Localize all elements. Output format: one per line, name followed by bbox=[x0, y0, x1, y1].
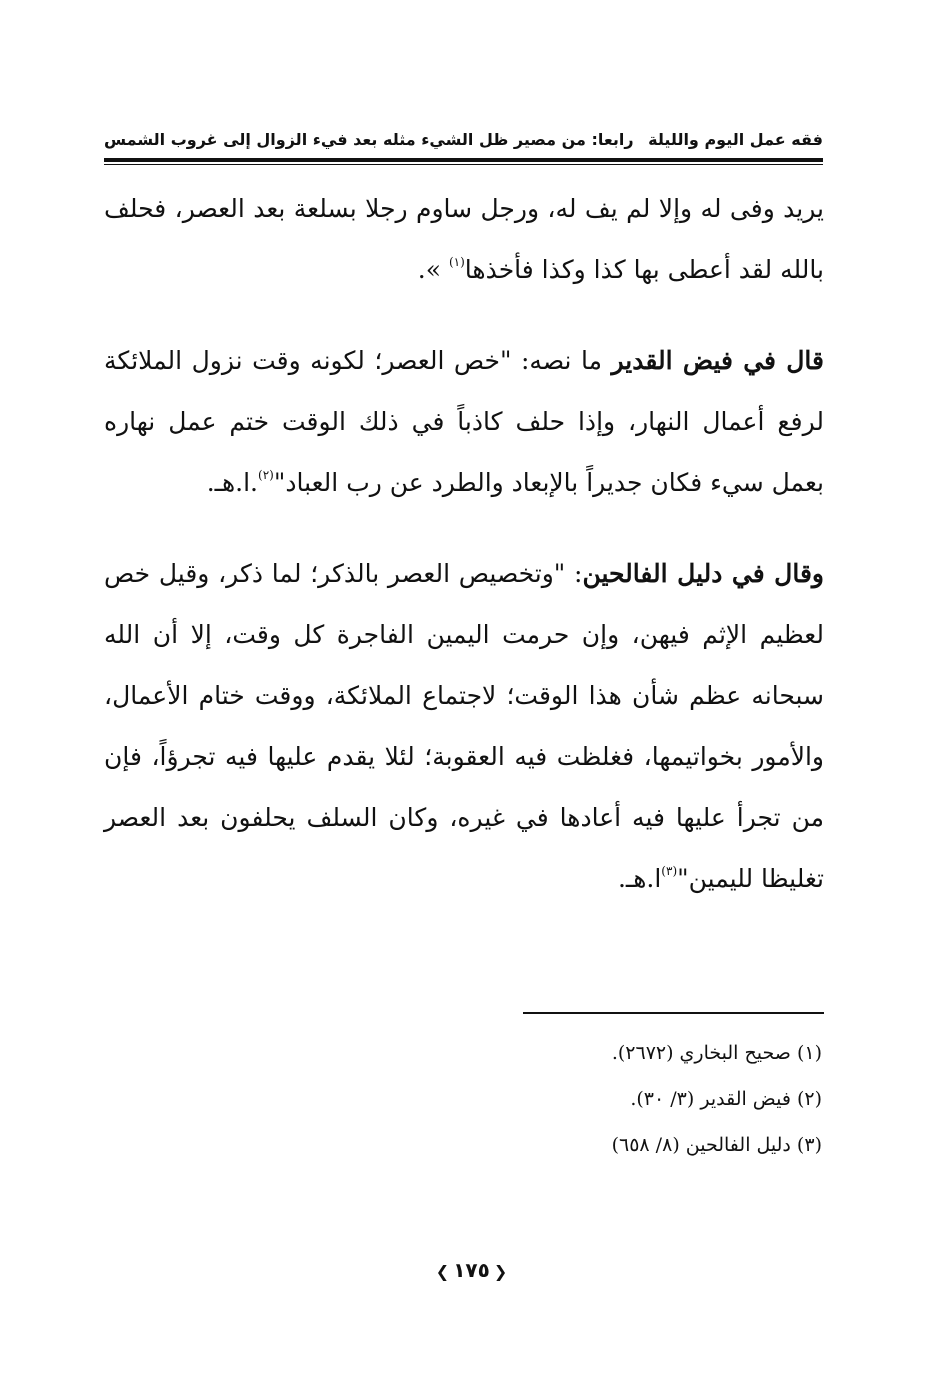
book-title: فقه عمل اليوم والليلة bbox=[648, 130, 823, 149]
footnote-ref-2: (٢) bbox=[258, 468, 274, 482]
paragraph-3-end: ا.هـ. bbox=[617, 864, 662, 893]
paragraph-2-end: .ا.هـ. bbox=[206, 468, 258, 497]
header-rule-thin bbox=[104, 164, 823, 165]
main-text bbox=[104, 178, 824, 909]
paragraph-2 bbox=[104, 330, 824, 513]
page-number-block bbox=[0, 1258, 943, 1282]
footnote-1: (١) صحيح البخاري (٢٦٧٢). bbox=[611, 1042, 822, 1064]
paragraph-3 bbox=[104, 543, 824, 909]
paragraph-3-lead: وقال في دليل الفالحين bbox=[582, 559, 824, 588]
footnote-2: (٢) فيض القدير (٣/ ٣٠). bbox=[630, 1088, 822, 1110]
footnote-ref-1: (١) bbox=[448, 255, 465, 269]
paragraph-1-text: يريد وفى له وإلا لم يف له، ورجل ساوم رجلا بسلعة بعد العصر، فحلف بالله لقد أعطى بها كذا وكذا فأخذها bbox=[104, 194, 824, 284]
footnote-3: (٣) دليل الفالحين (٨/ ٦٥٨) bbox=[611, 1134, 822, 1156]
footnote-ref-3: (٣) bbox=[661, 864, 678, 878]
page-number: ١٧٥ bbox=[453, 1258, 490, 1282]
header-rule-thick bbox=[104, 158, 823, 162]
paragraph-2-text: ما نصه: "خص العصر؛ لكونه وقت نزول الملائكة لرفع أعمال النهار، وإذا حلف كاذباً في ذلك الوقت ختم عمل نهاره بعمل سيء فكان جديراً بالإبعاد والطرد عن رب العباد" bbox=[104, 346, 824, 497]
paragraph-3-text: : "وتخصيص العصر بالذكر؛ لما ذكر، وقيل خص لعظيم الإثم فيهن، وإن حرمت اليمين الفاجرة كل وقت، إلا أن الله سبحانه عظم شأن هذا الوقت؛ لاجتماع الملائكة، ووقت ختام الأعمال، والأمور بخواتيمها، فغلظت فيه العقوبة؛ لئلا يقدم عليها فيه تجرؤاً، فإن من تجرأ عليها فيه أعادها في غيره، وكان السلف يحلفون بعد العصر تغليظا لليمين" bbox=[104, 559, 824, 893]
footnotes bbox=[400, 1030, 822, 1168]
ornament-right-icon: ❮ bbox=[493, 1262, 508, 1281]
paragraph-2-lead: قال في فيض القدير bbox=[611, 346, 824, 375]
paragraph-1-end: ». bbox=[417, 255, 449, 284]
paragraph-1 bbox=[104, 178, 824, 300]
ornament-left-icon: ❯ bbox=[435, 1262, 450, 1281]
footnote-separator bbox=[523, 1012, 824, 1014]
section-title: رابعا: من مصير ظل الشيء مثله بعد فيء الزوال إلى غروب الشمس bbox=[104, 130, 634, 149]
running-header bbox=[104, 126, 823, 156]
